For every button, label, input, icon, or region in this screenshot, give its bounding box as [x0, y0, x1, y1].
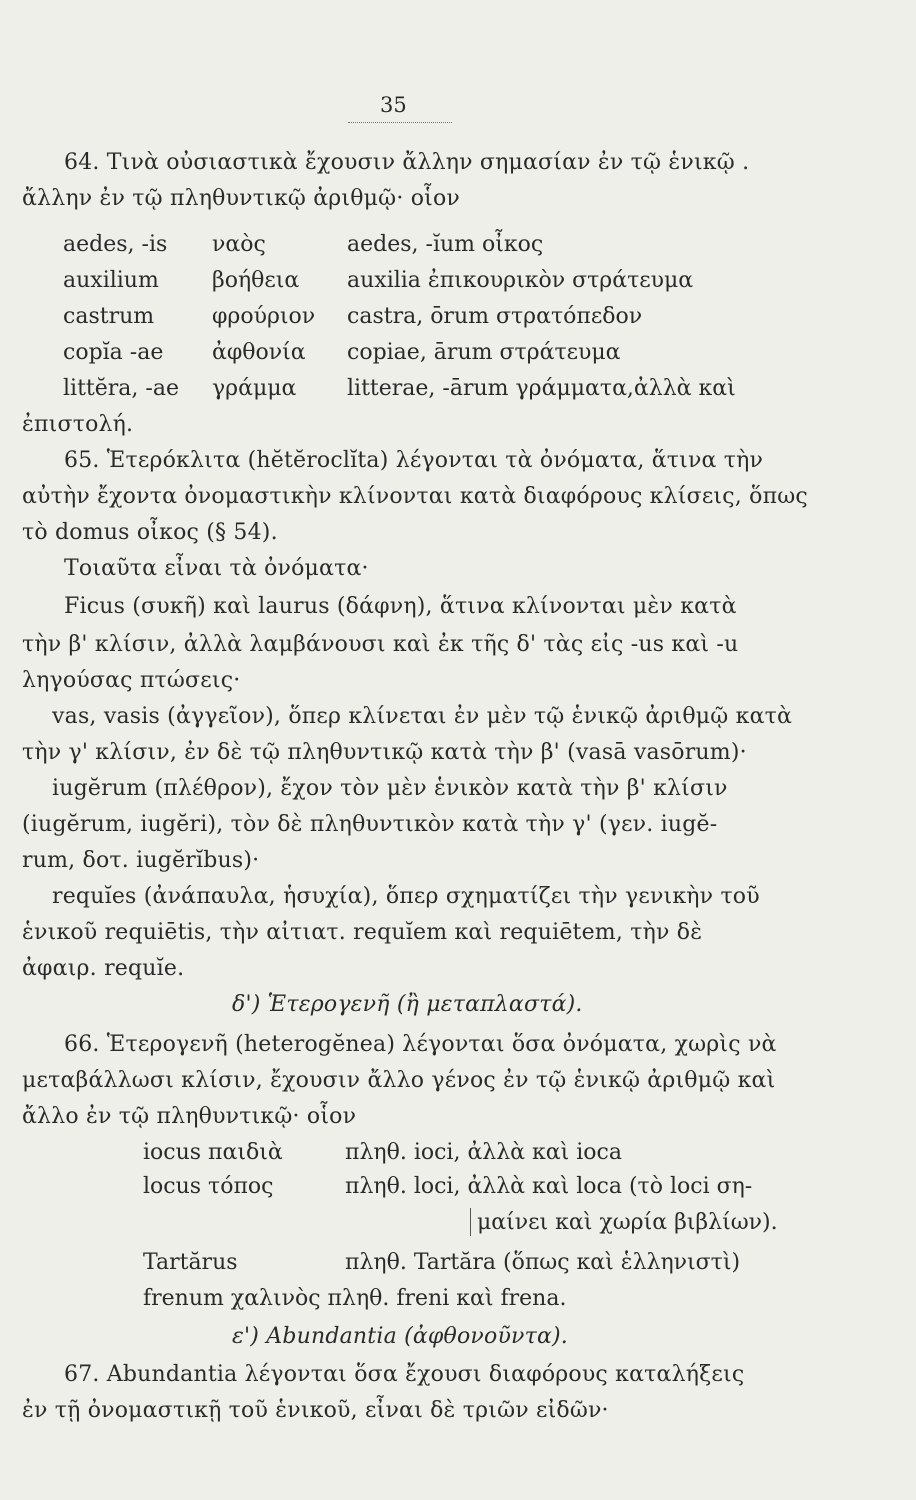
- pair-plural: copiae, ārum στράτευμα: [347, 340, 621, 365]
- s65-line: requĭes (ἀνάπαυλα, ἡσυχία), ὅπερ σχηματίζει τὴν γενικὴν τοῦ: [52, 884, 760, 909]
- pair-plural: litterae, -ārum γράμματα,ἀλλὰ καὶ: [347, 376, 736, 401]
- pair-singular-greek: γράμμα: [212, 376, 297, 401]
- example-left: frenum χαλινὸς πληθ. freni καὶ frena.: [143, 1286, 567, 1311]
- s65-line: ληγούσας πτώσεις·: [22, 668, 241, 693]
- s67-line: 67. Abundantia λέγονται ὅσα ἔχουσι διαφόρους καταλήξεις: [64, 1362, 745, 1387]
- pair-singular-greek: βοήθεια: [212, 268, 300, 293]
- example-right: πληθ. loci, ἀλλὰ καὶ loca (τὸ loci ση-: [345, 1174, 753, 1199]
- s65-line: τὴν β' κλίσιν, ἀλλὰ λαμβάνουσι καὶ ἐκ τῆς δ' τὰς εἰς -us καὶ -u: [22, 632, 739, 657]
- pair-singular-greek: φρούριον: [212, 304, 316, 329]
- s65-line: Ficus (συκῆ) καὶ laurus (δάφνη), ἅτινα κλίνονται μὲν κατὰ: [64, 594, 737, 619]
- s67-line: ἐν τῇ ὀνομαστικῇ τοῦ ἑνικοῦ, εἶναι δὲ τριῶν εἰδῶν·: [22, 1398, 609, 1423]
- pair-singular: aedes, -is: [63, 232, 168, 257]
- page-number: 35: [380, 93, 407, 117]
- pair-singular-greek: ναὸς: [212, 232, 266, 257]
- s65-line: τὴν γ' κλίσιν, ἐν δὲ τῷ πληθυντικῷ κατὰ τὴν β' (vasā vasōrum)·: [22, 740, 747, 765]
- s64-line-2: ἄλλην ἐν τῷ πληθυντικῷ ἀριθμῷ· οἷον: [22, 186, 460, 211]
- s66-line: 66. Ἑτερογενῆ (heterogĕnea) λέγονται ὅσα ὀνόματα, χωρὶς νὰ: [64, 1032, 777, 1057]
- s64-tail: ἐπιστολή.: [22, 412, 134, 437]
- page-number-rule: [348, 122, 452, 123]
- s66-line: μεταβάλλωσι κλίσιν, ἔχουσιν ἄλλο γένος ἐν τῷ ἑνικῷ ἀριθμῷ καὶ: [22, 1068, 776, 1093]
- s65-line: Τοιαῦτα εἶναι τὰ ὀνόματα·: [64, 556, 369, 581]
- s65-line: τὸ domus οἶκος (§ 54).: [22, 520, 278, 545]
- pair-singular: littĕra, -ae: [63, 376, 179, 401]
- example-left: locus τόπος: [143, 1174, 274, 1199]
- s65-line: 65. Ἑτερόκλιτα (hĕtĕroclĭta) λέγονται τὰ ὀνόματα, ἅτινα τὴν: [64, 448, 764, 473]
- example-right: πληθ. Tartăra (ὅπως καὶ ἑλληνιστὶ): [345, 1250, 741, 1275]
- pair-singular: copĭa -ae: [63, 340, 164, 365]
- s66-line: ἄλλο ἐν τῷ πληθυντικῷ· οἷον: [22, 1104, 357, 1129]
- pair-singular-greek: ἀφθονία: [212, 340, 306, 365]
- s65-line: vas, vasis (ἀγγεῖον), ὅπερ κλίνεται ἐν μὲν τῷ ἑνικῷ ἀριθμῷ κατὰ: [52, 704, 793, 729]
- s65-line: ἀφαιρ. requĭe.: [22, 956, 185, 981]
- s65-line: (iugĕrum, iugĕri), τὸν δὲ πληθυντικὸν κατὰ τὴν γ' (γεν. iugĕ-: [22, 812, 718, 837]
- example-right: μαίνει καὶ χωρία βιβλίων).: [477, 1210, 778, 1235]
- pair-singular: auxilium: [63, 268, 159, 293]
- heading-heterogenea: δ') Ἑτερογενῆ (ἢ μεταπλαστά).: [232, 992, 583, 1017]
- pair-plural: castra, ōrum στρατόπεδον: [347, 304, 643, 329]
- example-right: πληθ. ioci, ἀλλὰ καὶ ioca: [345, 1140, 622, 1165]
- example-left: Tartărus: [143, 1250, 238, 1275]
- s65-line: ἑνικοῦ requiētis, τὴν αἰτιατ. requĭem καὶ requiētem, τὴν δὲ: [22, 920, 703, 945]
- s64-line-1: 64. Τινὰ οὐσιαστικὰ ἔχουσιν ἄλλην σημασίαν ἐν τῷ ἑνικῷ .: [64, 150, 750, 175]
- pair-singular: castrum: [63, 304, 155, 329]
- pair-plural: auxilia ἐπικουρικὸν στράτευμα: [347, 268, 694, 293]
- heading-abundantia: ε') Abundantia (ἀφθονοῦντα).: [232, 1324, 568, 1349]
- s65-line: iugĕrum (πλέθρον), ἔχον τὸν μὲν ἑνικὸν κατὰ τὴν β' κλίσιν: [52, 776, 728, 801]
- s65-line: αὐτὴν ἔχοντα ὀνομαστικὴν κλίνονται κατὰ διαφόρους κλίσεις, ὅπως: [22, 484, 808, 509]
- bracket-line: [470, 1208, 471, 1236]
- pair-plural: aedes, -ĭum οἶκος: [347, 232, 544, 257]
- s65-line: rum, δοτ. iugĕrĭbus)·: [22, 848, 260, 873]
- example-left: iocus παιδιὰ: [143, 1140, 283, 1165]
